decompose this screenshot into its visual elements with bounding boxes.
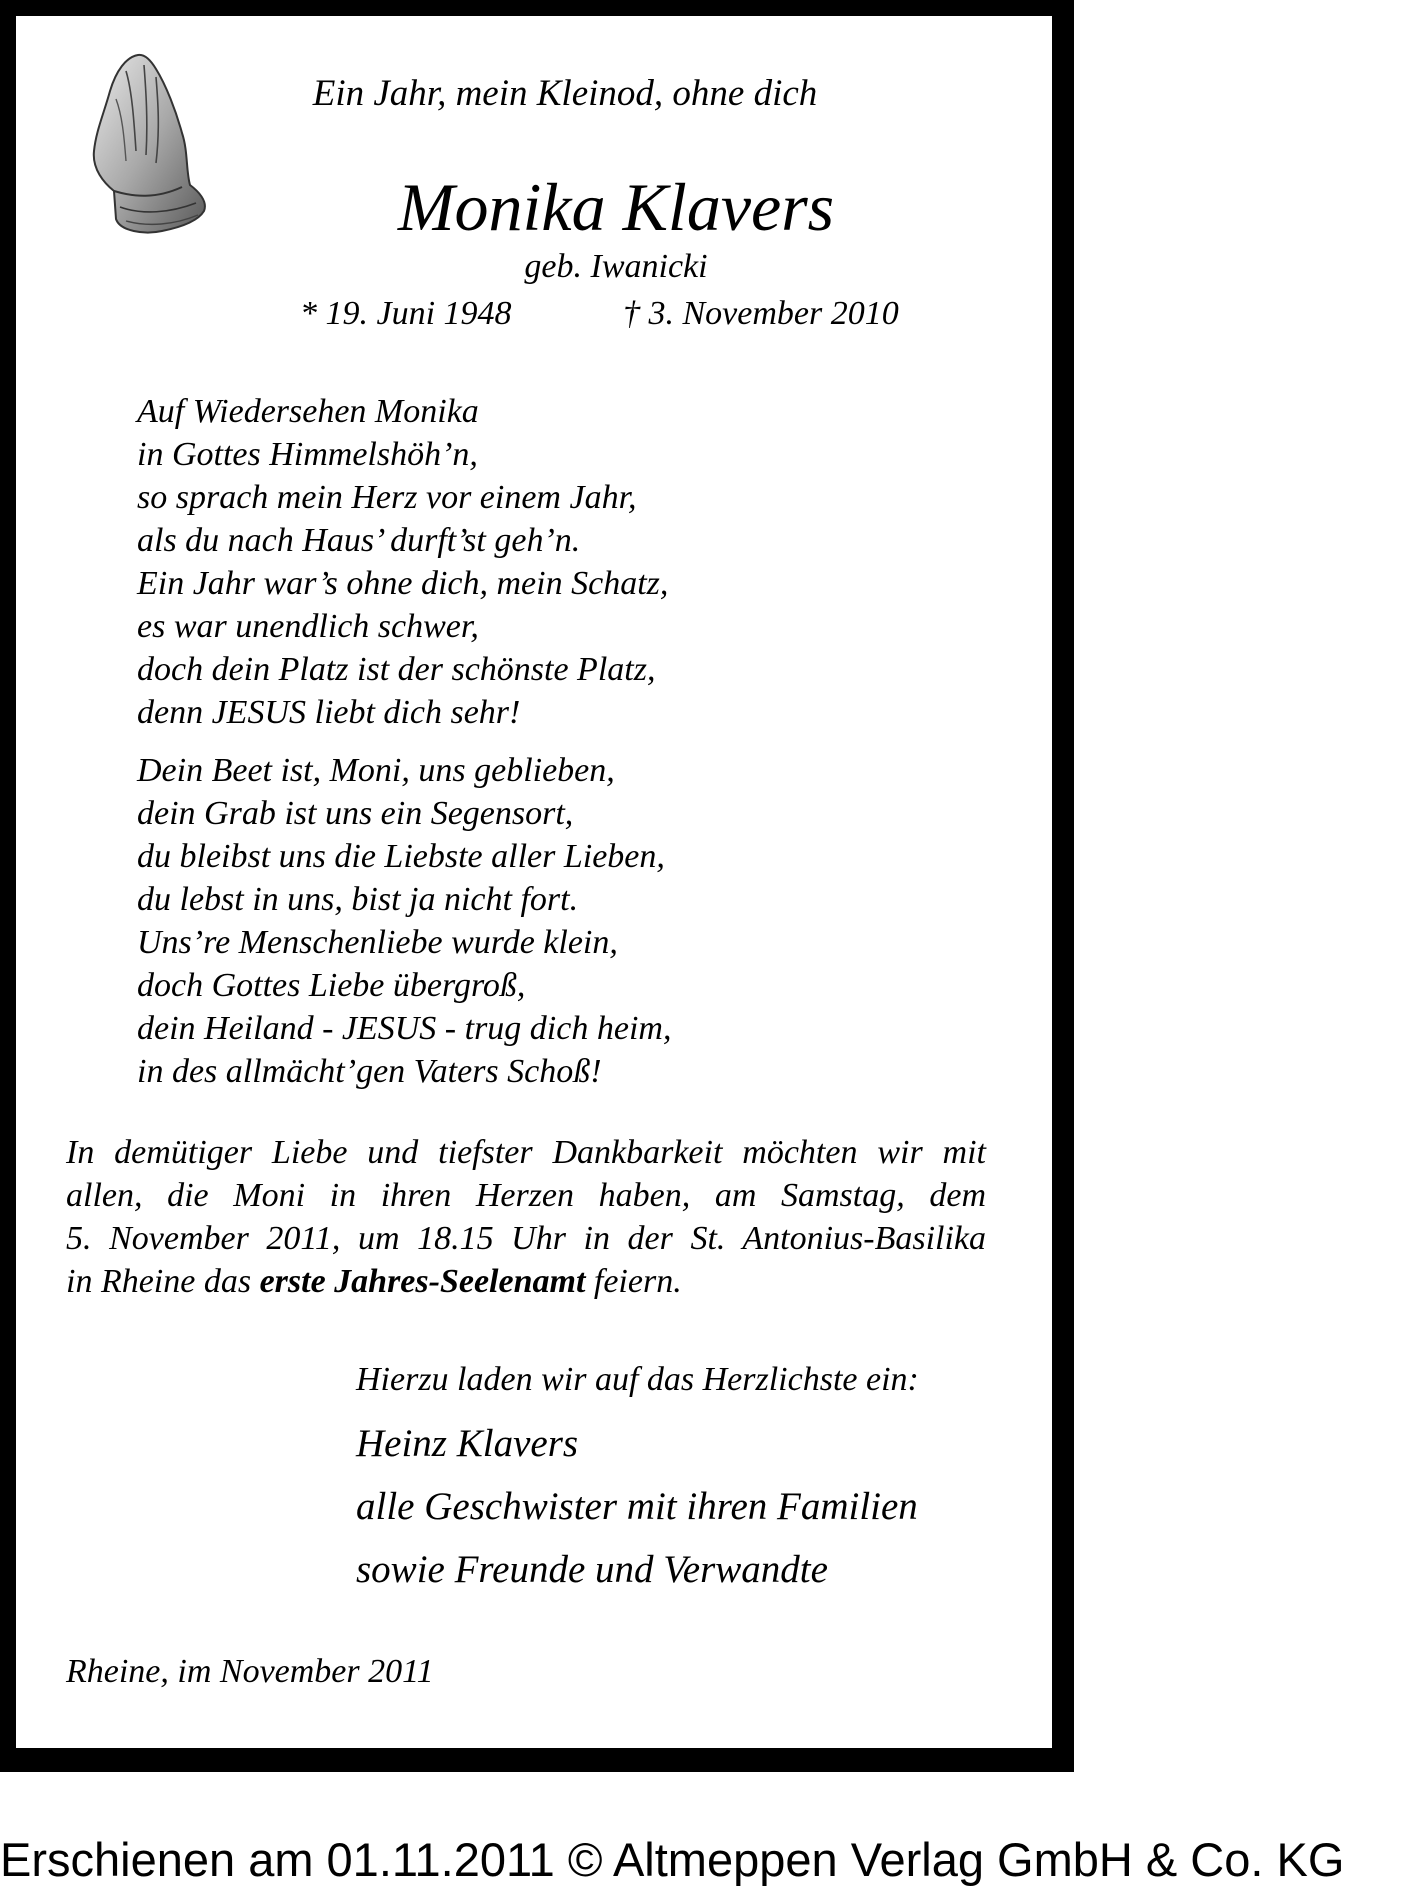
publication-footer: Erschienen am 01.11.2011 © Altmeppen Verlag GmbH & Co. KG [0,1833,1345,1886]
signer: Heinz Klavers [356,1422,579,1465]
invitation-text: in Rheine das [66,1263,260,1300]
poem-line: so sprach mein Herz vor einem Jahr, [137,479,637,516]
poem-line: du lebst in uns, bist ja nicht fort. [137,881,579,918]
place-date: Rheine, im November 2011 [66,1653,434,1690]
signer: sowie Freunde und Verwandte [356,1548,828,1591]
poem-line: in Gottes Himmelshöh’n, [137,436,478,473]
invitation-line: allen, die Moni in ihren Herzen haben, am Samstag, dem [66,1177,986,1214]
poem-stanza-1 [137,390,668,734]
poem-stanza-2 [137,749,671,1093]
invitation-line [66,1260,986,1303]
poem-line: dein Heiland - JESUS - trug dich heim, [137,1010,672,1047]
poem-line: Auf Wiedersehen Monika [137,393,479,430]
poem-line: als du nach Haus’ durft’st geh’n. [137,522,581,559]
signer: alle Geschwister mit ihren Familien [356,1485,918,1528]
poem-line: Ein Jahr war’s ohne dich, mein Schatz, [137,565,669,602]
invitation-paragraph [66,1131,986,1303]
poem-line: doch Gottes Liebe übergroß, [137,967,526,1004]
poem-line: Uns’re Menschenliebe wurde klein, [137,924,618,961]
deceased-name: Monika Klavers [397,169,835,245]
poem-line: in des allmächt’gen Vaters Schoß! [137,1053,602,1090]
motto: Ein Jahr, mein Kleinod, ohne dich [312,73,818,114]
poem-line: du bleibst uns die Liebste aller Lieben, [137,838,665,875]
poem-line: es war unendlich schwer, [137,608,479,645]
death-date: † 3. November 2010 [623,295,899,332]
event-name: erste Jahres-Seelenamt [259,1263,586,1300]
invitation-text: feiern. [585,1263,682,1300]
poem-line: dein Grab ist uns ein Segensort, [137,795,574,832]
poem-line: doch dein Platz ist der schönste Platz, [137,651,656,688]
signers-intro: Hierzu laden wir auf das Herzlichste ein: [356,1361,919,1398]
birth-name: geb. Iwanicki [524,248,708,285]
birth-date: * 19. Juni 1948 [300,295,512,332]
invitation-line: 5. November 2011, um 18.15 Uhr in der St. Antonius-Basilika [66,1220,986,1257]
poem-line: denn JESUS liebt dich sehr! [137,694,521,731]
invitation-line: In demütiger Liebe und tiefster Dankbarkeit möchten wir mit [66,1134,986,1171]
poem-line: Dein Beet ist, Moni, uns geblieben, [137,752,615,789]
